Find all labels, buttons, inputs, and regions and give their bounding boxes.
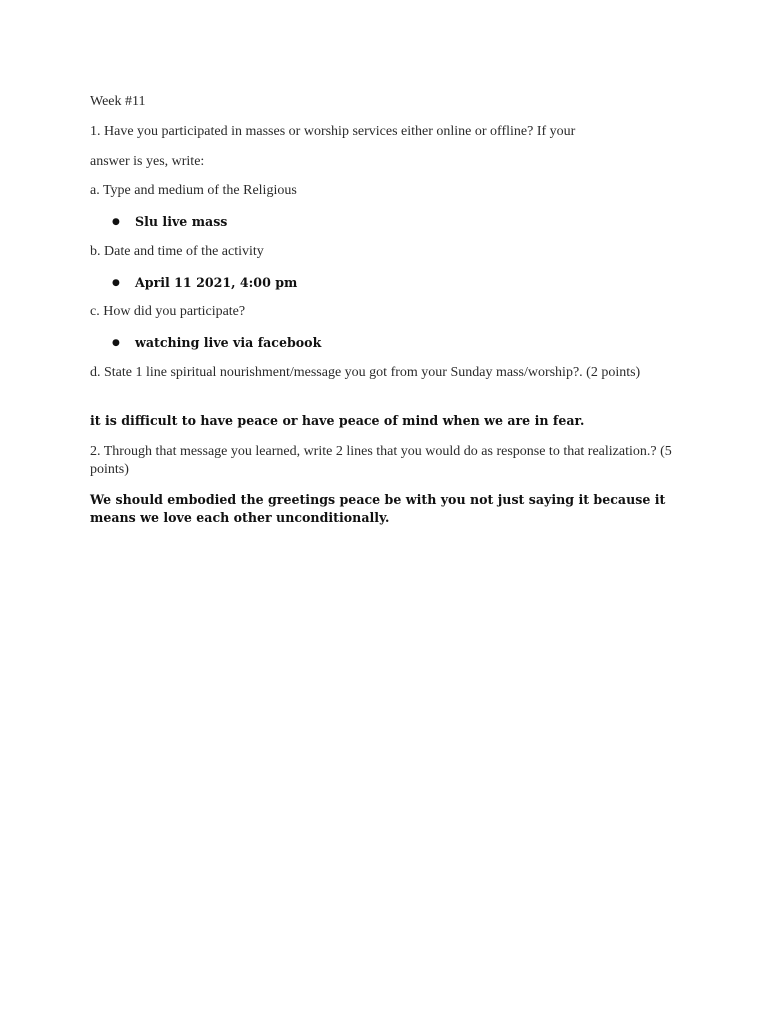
question-1-line-1: 1. Have you participated in masses or worship services either online or offline? If your	[90, 124, 576, 139]
question-a-label: a. Type and medium of the Religious	[90, 183, 297, 198]
question-c-answer: watching live via facebook	[135, 335, 322, 350]
bullet-icon: ●	[112, 338, 120, 348]
question-d-label: d. State 1 line spiritual nourishment/message you got from your Sunday mass/worship?. (2 points)	[90, 365, 641, 380]
question-b-answer: April 11 2021, 4:00 pm	[135, 275, 298, 290]
question-b-label: b. Date and time of the activity	[90, 244, 264, 259]
question-2-answer: We should embodied the greetings peace be with you not just saying it because it means we love each other unconditionally.	[90, 492, 666, 525]
question-c-label: c. How did you participate?	[90, 304, 246, 319]
week-heading: Week #11	[90, 94, 146, 109]
question-a-answer: Slu live mass	[135, 214, 228, 229]
bullet-icon: ●	[112, 217, 120, 227]
question-1-line-2: answer is yes, write:	[90, 154, 205, 169]
question-2-label: 2. Through that message you learned, write 2 lines that you would do as response to that realization.? (5 points)	[90, 444, 672, 477]
question-d-answer: it is difficult to have peace or have peace of mind when we are in fear.	[90, 413, 585, 428]
bullet-icon: ●	[112, 278, 120, 288]
